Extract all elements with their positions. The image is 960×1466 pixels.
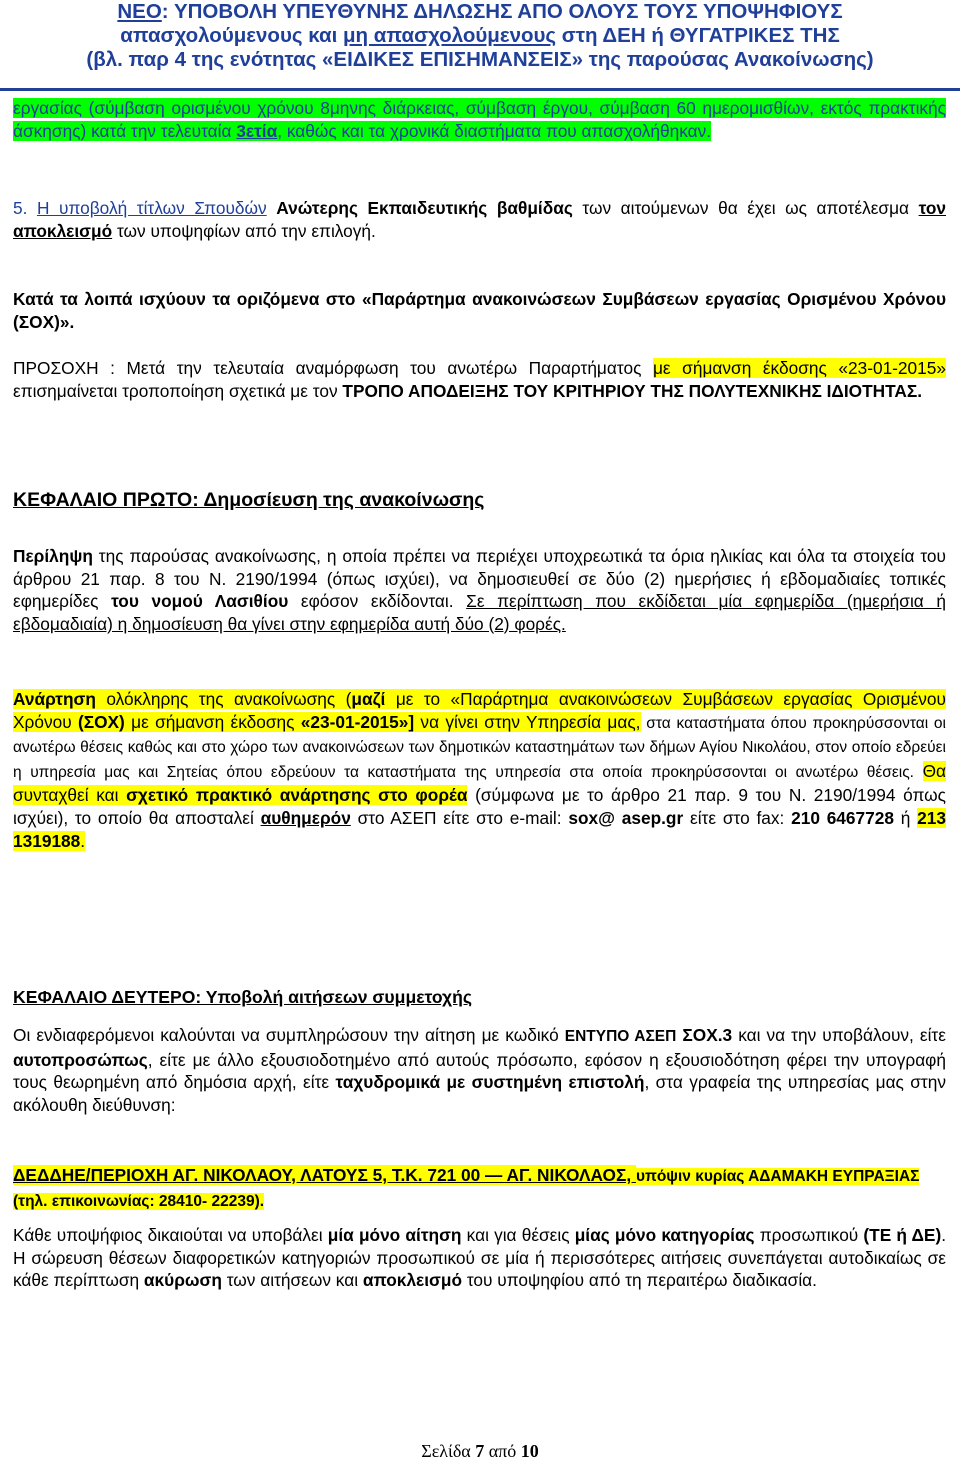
header-line-3: (βλ. παρ 4 της ενότητας «ΕΙΔΙΚΕΣ ΕΠΙΣΗΜΑΝΣΕΙΣ» της παρούσας Ανακοίνωσης) (86, 48, 874, 71)
header-divider (0, 88, 960, 91)
total-pages-number: 10 (520, 1441, 539, 1461)
header-line-2: απασχολούμενους και μη απασχολούμενους στη ΔΕΗ ή ΘΥΓΑΤΡΙΚΕΣ ΤΗΣ (120, 24, 840, 47)
address-paragraph: ΔΕΔΔΗΕ/ΠΕΡΙΟΧΗ ΑΓ. ΝΙΚΟΛΑΟΥ, ΛΑΤΟΥΣ 5, Τ.Κ. 721 00 — ΑΓ. ΝΙΚΟΛΑΟΣ, υπόψιν κυρίας ΑΔΑΜΑΚΗ ΕΥΠΡΑΞΙΑΣ (τηλ. επικοινωνίας: 28410- 22239). (13, 1165, 920, 1210)
document-header (0, 0, 960, 72)
page-footer: Σελίδα 7 από 10 (421, 1441, 539, 1461)
chapter-1-title: ΚΕΦΑΛΑΙΟ ΠΡΩΤΟ: Δημοσίευση της ανακοίνωσης (13, 489, 485, 511)
header-line-1: ΝΕΟ: ΥΠΟΒΟΛΗ ΥΠΕΥΘΥΝΗΣ ΔΗΛΩΣΗΣ ΑΠΟ ΟΛΟΥΣ ΤΟΥΣ ΥΠΟΨΗΦΙΟΥΣ (117, 0, 843, 23)
rest-rule-paragraph: Κατά τα λοιπά ισχύουν τα οριζόμενα στο «Παράρτημα ανακοινώσεων Συμβάσεων εργασίας Ορισμένου Χρόνου (ΣΟΧ)». (13, 289, 946, 332)
attention-paragraph: ΠΡΟΣΟΧΗ : Μετά την τελευταία αναμόρφωση του ανωτέρω Παραρτήματος με σήμανση έκδοσης «23-01-2015» επισημαίνεται τροποποίηση σχετικά με τον ΤΡΟΠΟ ΑΠΟΔΕΙΞΗΣ ΤΟΥ ΚΡΙΤΗΡΙΟΥ ΤΗΣ ΠΟΛΥΤΕΧΝΙΚΗΣ ΙΔΙΟΤΗΤΑΣ. (13, 358, 946, 401)
chapter-2-title: ΚΕΦΑΛΑΙΟ ΔΕΥΤΕΡΟ: Υποβολή αιτήσεων συμμετοχής (13, 987, 473, 1007)
posting-paragraph: Ανάρτηση ολόκληρης της ανακοίνωσης (μαζί με το «Παράρτημα ανακοινώσεων Συμβάσεων εργασίας Ορισμένου Χρόνου (ΣΟΧ) με σήμανση έκδοσης «23-01-2015»] να γίνει στην Υπηρεσία μας, στα καταστήματα όπου προκηρύσσονται οι ανωτέρω θέσεις καθώς και στο χώρο των ανακοινώσεων των δημοτικών καταστημάτων των δήμων Αγίου Νικολάου, στον οποίο εδρεύει η υπηρεσία μας και Σητείας όπου εδρεύουν τα καταστήματα της υπηρεσία στα οποία προκηρύσσονται οι ανωτέρω θέσεις. Θα συνταχθεί και σχετικό πρακτικό ανάρτησης στο φορέα (σύμφωνα με το άρθρο 21 παρ. 9 του Ν. 2190/1994 όπως ισχύει), το οποίο θα αποσταλεί αυθημερόν στο ΑΣΕΠ είτε στο e-mail: sox@ asep.gr είτε στο fax: 210 6467728 ή 213 1319188. (13, 689, 947, 851)
intro-paragraph (13, 97, 946, 142)
posting-highlight-1: Ανάρτηση ολόκληρης της ανακοίνωσης (μαζί με το «Παράρτημα ανακοινώσεων Συμβάσεων εργασίας Ορισμένου Χρόνου (ΣΟΧ) με σήμανση έκδοσης «23-01-2015»] να γίνει στην Υπηρεσία μας, (13, 689, 946, 732)
intro-highlight: εργασίας (σύμβαση ορισμένου χρόνου 8μηνης διάρκειας, σύμβαση έργου, σύμβαση 60 ημερομισθίων, εκτός πρακτικής άσκησης) κατά την τελευταία 3ετία, καθώς και τα χρονικά διαστήματα που απασχολήθηκαν. (13, 98, 946, 141)
one-application-paragraph: Κάθε υποψήφιος δικαιούται να υποβάλει μία μόνο αίτηση και για θέσεις μίας μόνο κατηγορίας προσωπικού (ΤΕ ή ΔΕ). Η σώρευση θέσεων διαφορετικών κατηγοριών προσωπικού σε μία ή περισσότερες αιτήσεις συνεπάγεται αυτοδικαίως σε κάθε περίπτωση ακύρωση των αιτήσεων και αποκλεισμό του υποψηφίου από τη περαιτέρω διαδικασία. (13, 1225, 947, 1291)
posting-highlight-3: 213 1319188. (13, 807, 946, 851)
item-5-paragraph: 5. Η υποβολή τίτλων Σπουδών Ανώτερης Εκπαιδευτικής βαθμίδας των αιτούμενων θα έχει ως αποτέλεσμα τον αποκλεισμό των υποψηφίων από την επιλογή. (13, 198, 946, 241)
summary-paragraph: Περίληψη της παρούσας ανακοίνωσης, η οποία πρέπει να περιέχει υποχρεωτικά τα όρια ηλικίας και όλα τα στοιχεία του άρθρου 21 παρ. 8 του Ν. 2190/1994 (όπως ισχύει), να δημοσιευθεί σε δύο (2) ημερήσιες ή εβδομαδιαίες τοπικές εφημερίδες του νομού Λασιθίου εφόσον εκδίδονται. Σε περίπτωση που εκδίδεται μία εφημερίδα (ημερήσια ή εβδομαδιαία) η δημοσίευση θα γίνει στην εφημερίδα αυτή δύο (2) φορές. (13, 546, 946, 634)
current-page-number: 7 (475, 1441, 485, 1461)
apply-paragraph: Οι ενδιαφερόμενοι καλούνται να συμπληρώσουν την αίτηση με κωδικό ΕΝΤΥΠΟ ΑΣΕΠ ΣΟΧ.3 και να την υποβάλουν, είτε αυτοπροσώπως, είτε με άλλο εξουσιοδοτημένο από αυτούς πρόσωπο, εφόσον η εξουσιοδότηση φέρει την υπογραφή τους θεωρημένη από δημόσια αρχή, είτε ταχυδρομικά με συστημένη επιστολή, στα γραφεία της υπηρεσίας μας στην ακόλουθη διεύθυνση: (13, 1025, 946, 1115)
posting-highlight-2: Θα συνταχθεί και σχετικό πρακτικό ανάρτησης στο φορέα (13, 760, 946, 806)
